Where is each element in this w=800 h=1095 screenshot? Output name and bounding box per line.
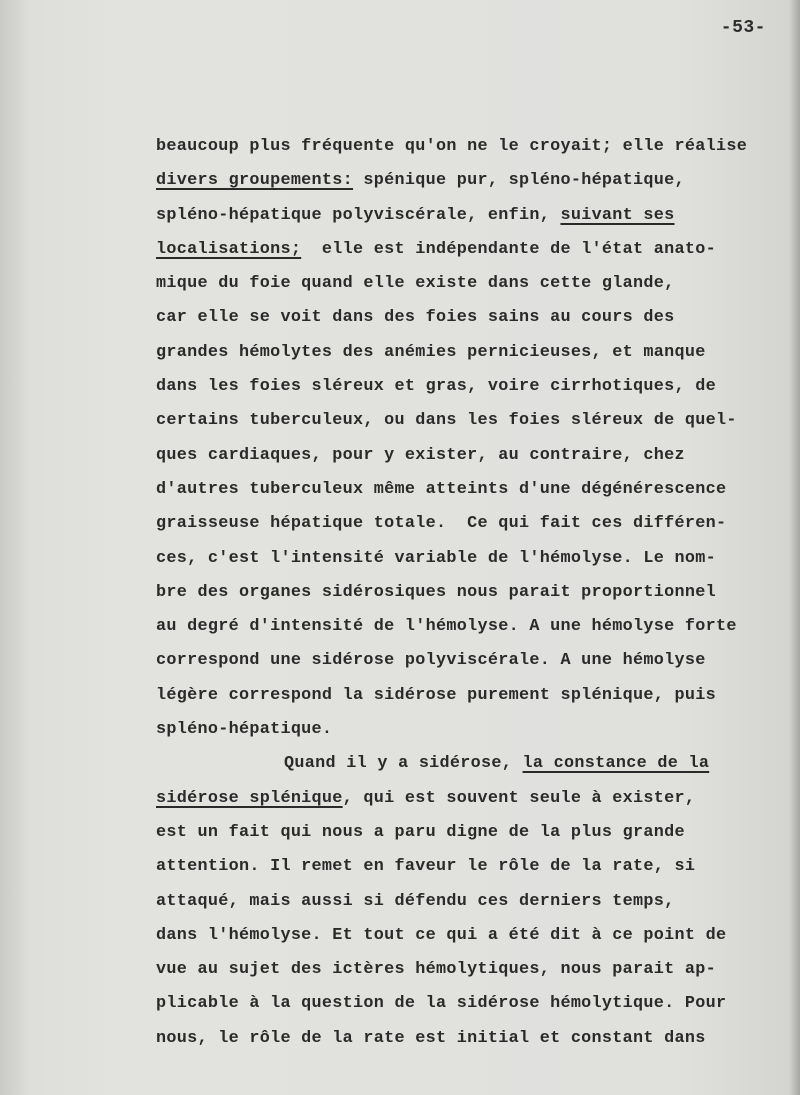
body-text — [156, 130, 766, 1056]
text-run: graisseuse hépatique totale. Ce qui fait ces différen- — [156, 514, 727, 534]
text-line — [156, 130, 766, 164]
text-line — [156, 301, 766, 335]
page-edge-shadow — [788, 0, 800, 1095]
text-line — [156, 644, 766, 678]
text-run: spénique pur, spléno-hépatique, — [353, 171, 685, 191]
text-line — [156, 473, 766, 507]
text-line — [156, 233, 766, 267]
text-run: dans les foies sléreux et gras, voire cirrhotiques, de — [156, 377, 717, 397]
text-line — [156, 713, 766, 747]
text-line — [156, 1022, 766, 1056]
text-run: vue au sujet des ictères hémolytiques, nous parait ap- — [156, 960, 717, 980]
underlined-phrase: localisations; — [156, 239, 302, 259]
text-run: nous, le rôle de la rate est initial et constant dans — [156, 1028, 706, 1048]
text-run: légère correspond la sidérose purement splénique, puis — [156, 685, 717, 705]
text-run: elle est indépendante de l'état anato- — [301, 239, 717, 259]
text-line — [156, 267, 766, 301]
text-line — [156, 850, 766, 884]
underlined-phrase: la constance de la — [522, 754, 710, 774]
text-line — [156, 679, 766, 713]
text-line — [156, 370, 766, 404]
text-line — [156, 507, 766, 541]
text-run: d'autres tuberculeux même atteints d'une dégénérescence — [156, 479, 727, 499]
text-line — [156, 782, 766, 816]
text-run: au degré d'intensité de l'hémolyse. A une hémolyse forte — [156, 617, 737, 637]
underlined-phrase: suivant ses — [560, 205, 675, 225]
text-line — [156, 199, 766, 233]
text-line — [156, 439, 766, 473]
text-run: bre des organes sidérosiques nous parait proportionnel — [156, 582, 717, 602]
text-line — [156, 404, 766, 438]
text-line — [156, 919, 766, 953]
text-run: spléno-hépatique polyviscérale, enfin, — [156, 205, 561, 225]
text-run: attaqué, mais aussi si défendu ces derniers temps, — [156, 891, 675, 911]
underlined-phrase: divers groupements: — [156, 171, 354, 191]
text-run: spléno-hépatique. — [156, 720, 333, 740]
text-run: dans l'hémolyse. Et tout ce qui a été dit à ce point de — [156, 925, 727, 945]
text-line — [156, 953, 766, 987]
text-run: plicable à la question de la sidérose hémolytique. Pour — [156, 994, 727, 1014]
text-line — [156, 885, 766, 919]
text-run: est un fait qui nous a paru digne de la plus grande — [156, 822, 685, 842]
text-line — [156, 610, 766, 644]
text-line — [156, 336, 766, 370]
page-number: -53- — [720, 18, 766, 38]
text-run: , qui est souvent seule à exister, — [342, 788, 696, 808]
text-run: correspond une sidérose polyviscérale. A une hémolyse — [156, 651, 706, 671]
text-line — [156, 987, 766, 1021]
text-run: certains tuberculeux, ou dans les foies sléreux de quel- — [156, 411, 737, 431]
text-line — [156, 542, 766, 576]
text-run: Quand il y a sidérose, — [284, 754, 523, 774]
text-line — [156, 576, 766, 610]
text-line — [156, 164, 766, 198]
text-run: mique du foie quand elle existe dans cette glande, — [156, 274, 675, 294]
text-run: grandes hémolytes des anémies pernicieuses, et manque — [156, 342, 706, 362]
text-line — [156, 816, 766, 850]
text-run: ques cardiaques, pour y exister, au contraire, chez — [156, 445, 685, 465]
text-run: attention. Il remet en faveur le rôle de la rate, si — [156, 857, 696, 877]
text-run: car elle se voit dans des foies sains au cours des — [156, 308, 675, 328]
text-line — [156, 747, 766, 781]
text-run: ces, c'est l'intensité variable de l'hémolyse. Le nom- — [156, 548, 717, 568]
text-run: beaucoup plus fréquente qu'on ne le croyait; elle réalise — [156, 137, 748, 156]
underlined-phrase: sidérose splénique — [156, 788, 343, 808]
